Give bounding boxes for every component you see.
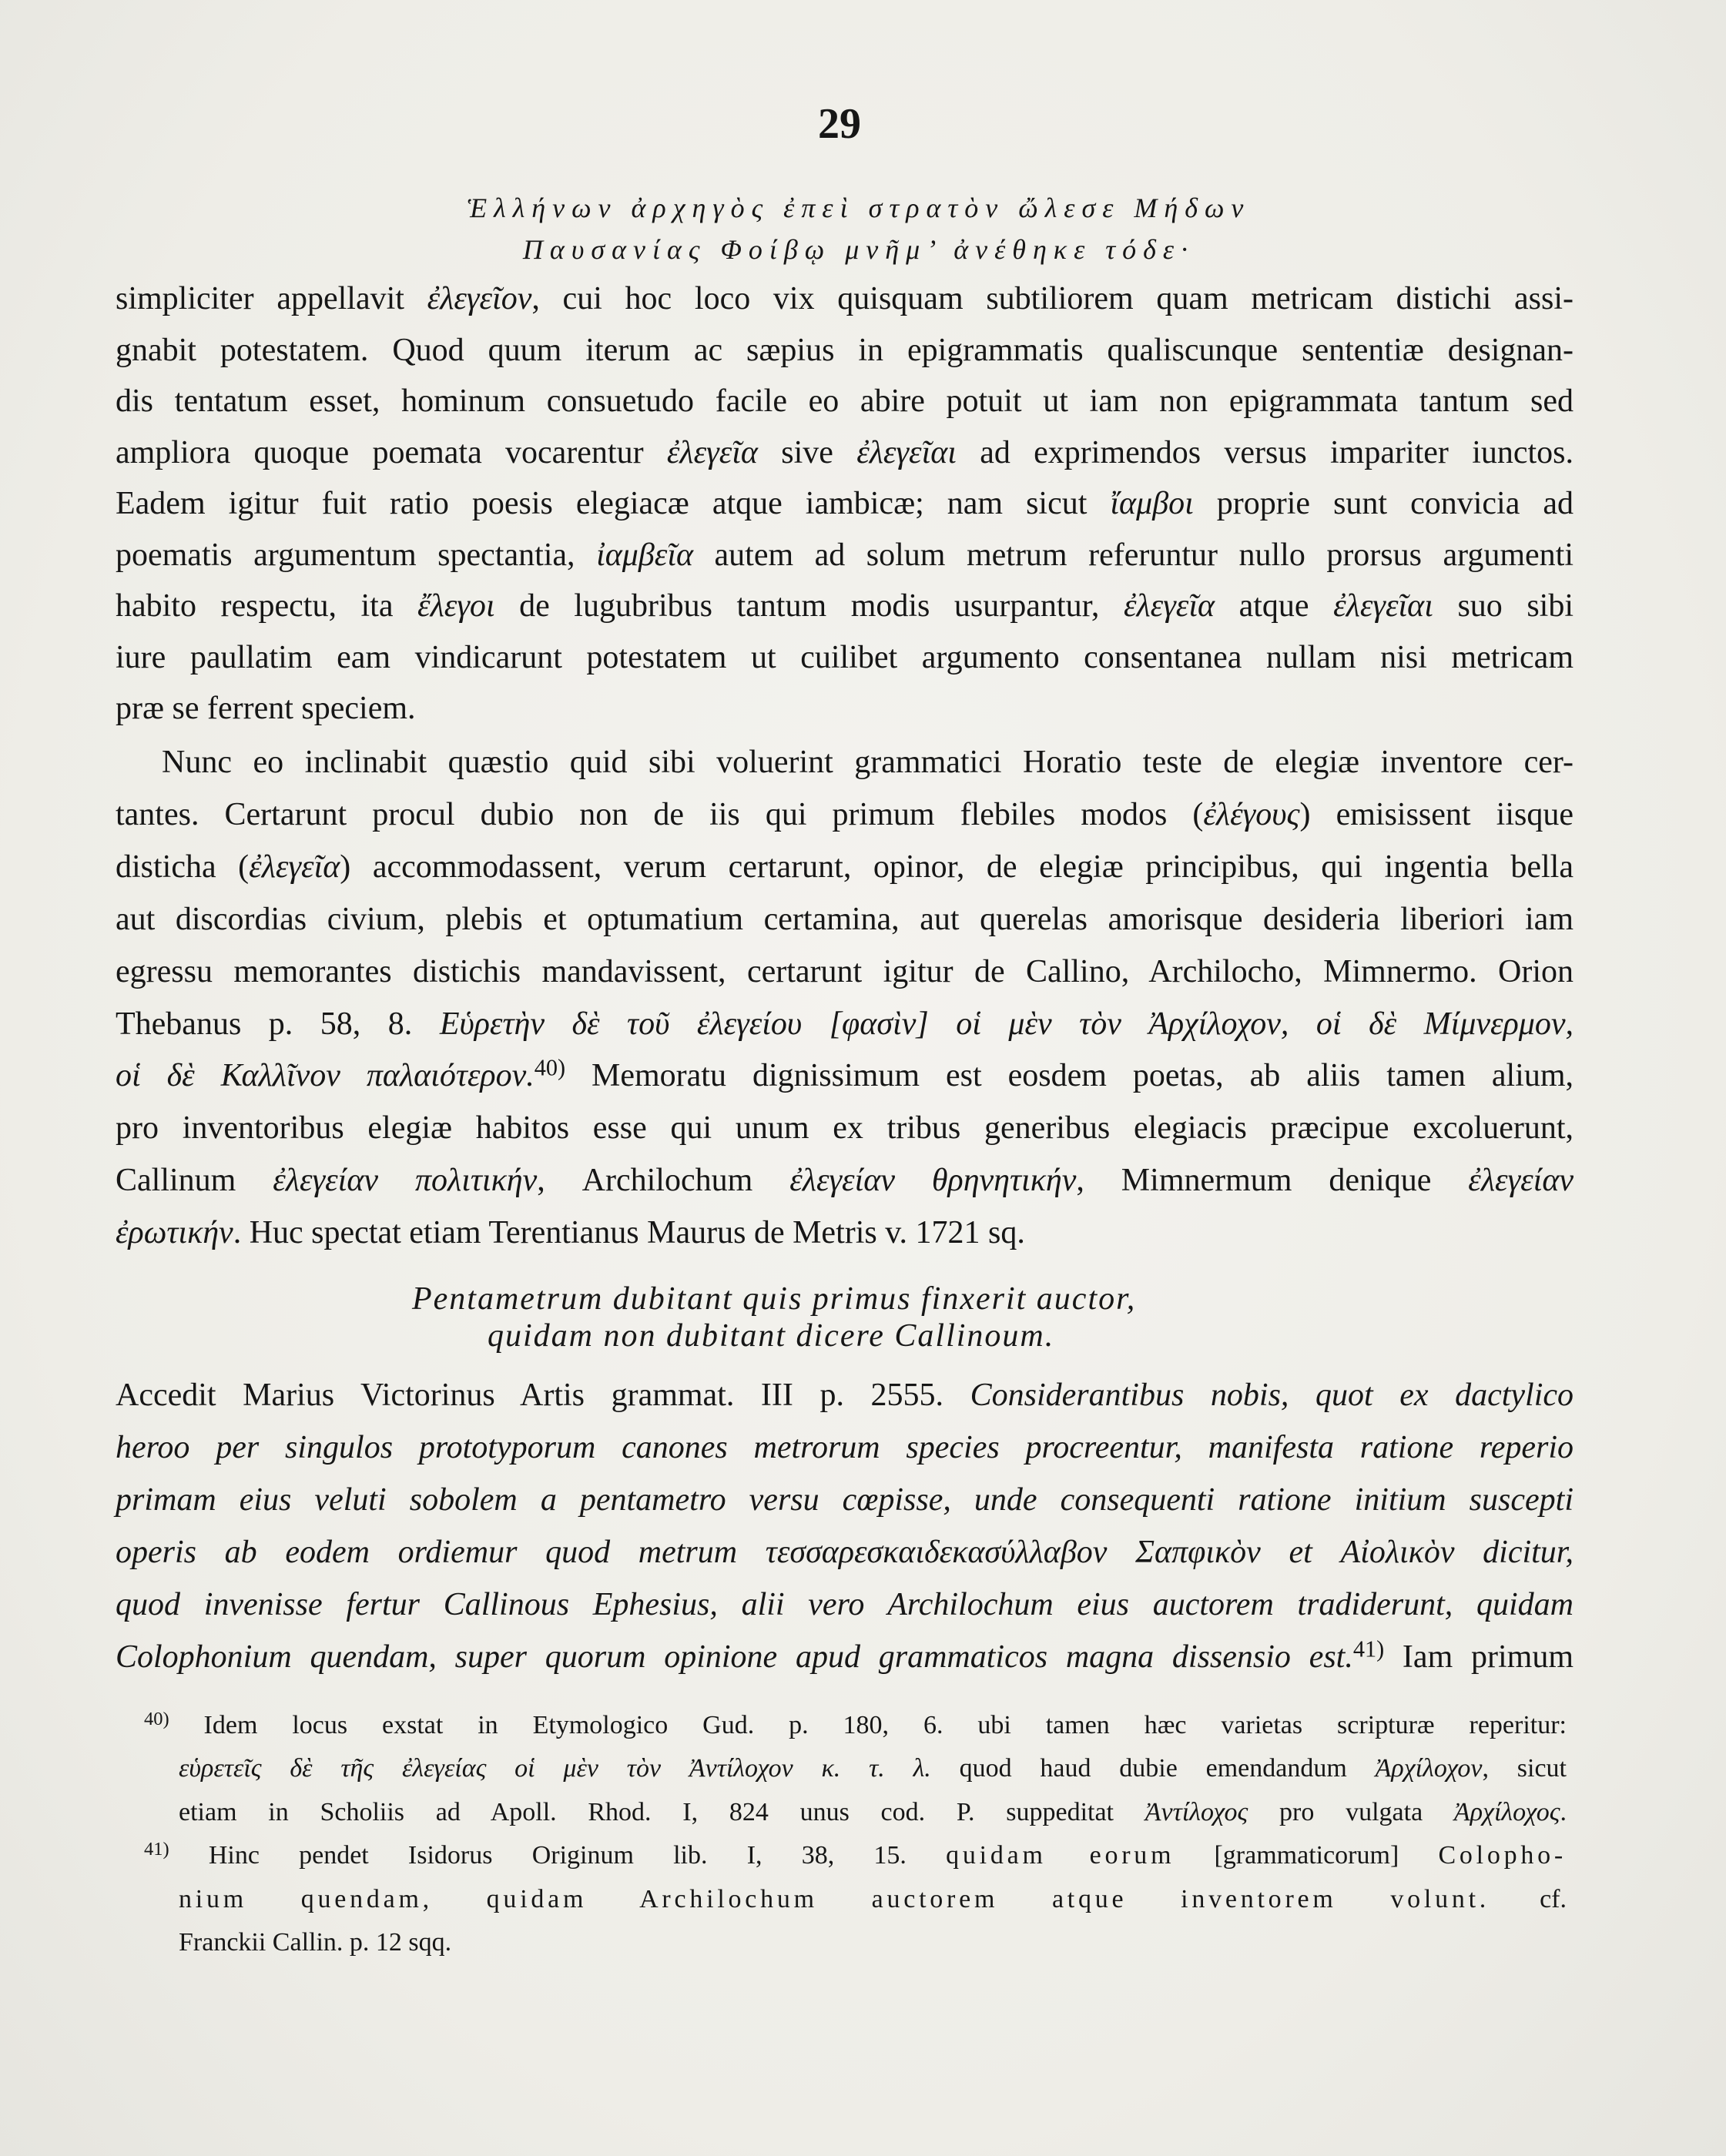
footnote-41-line-2 [144, 1878, 1567, 1921]
epigram-line-2: Παυσανίας Φοίβῳ μνῆμ’ ἀνέθηκε τόδε· [522, 234, 1195, 265]
spaced-quotation: nium quendam, quidam Archilochum auctorem atque inventorem volunt. [179, 1884, 1490, 1913]
p2-line-7 [116, 1050, 1574, 1103]
italic-quotation: primam eius veluti sobolem a pentametro versu cœpisse, unde consequenti ratione initium suscepti [116, 1481, 1574, 1518]
footnote-41 [144, 1834, 1567, 1964]
p1-line-6 [116, 530, 1574, 581]
footnote-41-line-1 [144, 1834, 1567, 1877]
p3-line-5 [116, 1579, 1574, 1632]
text: iure paullatim eam vindicarunt potestatem ut cuilibet argumento consentanea nullam nisi metricam [116, 639, 1574, 675]
p3-line-3 [116, 1475, 1574, 1527]
p3-line-1 [116, 1370, 1574, 1422]
p1-line-5 [116, 478, 1574, 530]
page-number: 29 [818, 100, 861, 148]
text: ) emisissent iisque [1299, 796, 1574, 832]
p2-line-4 [116, 894, 1574, 946]
p3-line-6 [116, 1632, 1574, 1684]
text: dis tentatum esset, hominum consuetudo facile eo abire potuit ut iam non epigrammata tantum sed [116, 383, 1574, 419]
text: Idem locus exstat in Etymologico Gud. p. 180, 6. ubi tamen hæc varietas scripturæ reperitur: [169, 1711, 1567, 1739]
text: simpliciter appellavit [116, 281, 427, 316]
p1-line-1 [116, 273, 1574, 325]
p2-line-8 [116, 1103, 1574, 1155]
text: egressu memorantes distichis mandavissent, certarunt igitur de Callino, Archilocho, Mimnermo. Orion [116, 953, 1574, 989]
text: autem ad solum metrum referuntur nullo prorsus argumenti [693, 537, 1574, 573]
p1-line-7 [116, 581, 1574, 632]
p1-line-3 [116, 376, 1574, 427]
epigram-line-1: Ἑλλήνων ἀρχηγὸς ἐπεὶ στρατὸν ὤλεσε Μήδων [467, 192, 1251, 223]
greek-word: ἐλεγεῖα [666, 434, 758, 470]
footnote-label: 41) [144, 1839, 169, 1860]
paragraph-3 [116, 1370, 1574, 1683]
greek-epigram [0, 187, 1718, 270]
p2-line-5 [116, 946, 1574, 999]
greek-word: ἐλεγεῖαι [1333, 588, 1433, 624]
greek-word: ἐλεγεῖαι [856, 434, 957, 470]
p3-line-4 [116, 1527, 1574, 1579]
greek-word: ἐρωτικήν [116, 1215, 233, 1251]
italic-quotation: dicitur, [1454, 1534, 1574, 1570]
greek-word: Αἰολικὸν [1340, 1534, 1455, 1570]
p2-line-10 [116, 1207, 1574, 1260]
p2-line-6 [116, 999, 1574, 1051]
text: gnabit potestatem. Quod quum iterum ac sæpius in epigrammatis qualiscunque sententiæ designan- [116, 332, 1574, 368]
text: . [1560, 1797, 1567, 1826]
text: Callinum [116, 1163, 273, 1199]
paragraph-2 [116, 737, 1574, 1260]
text: sive [757, 434, 857, 470]
text: cf. [1490, 1884, 1567, 1913]
spaced-quotation: Colopho- [1438, 1841, 1567, 1870]
text: , Mimnermum denique [1076, 1163, 1469, 1199]
text: , Archilochum [537, 1163, 790, 1199]
text: pro inventoribus elegiæ habitos esse qui unum ex tribus generibus elegiacis præcipue excoluerunt, [116, 1110, 1574, 1147]
greek-word: ἔλεγοι [417, 588, 495, 624]
text: , sicut [1482, 1754, 1567, 1783]
p1-line-4 [116, 427, 1574, 479]
greek-word: ἴαμβοι [1110, 486, 1194, 521]
footnote-ref-40: 40) [534, 1054, 566, 1081]
text: atque [1215, 588, 1334, 624]
greek-word: ἐλεγεῖα [249, 849, 340, 885]
greek-word: ἐλεγεῖον [427, 281, 532, 316]
text: ad exprimendos versus impariter iunctos. [956, 434, 1574, 470]
text: de lugubribus tantum modis usurpantur, [494, 588, 1124, 624]
p1-line-2 [116, 325, 1574, 377]
text: ) accommodassent, verum certarunt, opinor, de elegiæ principibus, qui ingentia bella [340, 849, 1574, 885]
text: Franckii Callin. p. 12 sqq. [179, 1928, 452, 1957]
text: Hinc pendet Isidorus Originum lib. I, 38, 15. [169, 1841, 947, 1870]
greek-word: Ἀντίλοχος [1145, 1797, 1248, 1826]
greek-quotation: Εὑρετὴν δὲ τοῦ ἐλεγείου [φασὶν] οἱ μὲν τὸν Ἀρχίλοχον, οἱ δὲ Μίμνερμον, [439, 1006, 1574, 1042]
verse-line-1: Pentametrum dubitant quis primus finxerit auctor, [412, 1281, 1137, 1317]
text: . Huc spectat etiam Terentianus Maurus de Metris v. 1721 sq. [233, 1215, 1025, 1251]
text: [grammaticorum] [1175, 1841, 1439, 1870]
text: etiam in Scholiis ad Apoll. Rhod. I, 824 unus cod. P. suppeditat [179, 1797, 1145, 1826]
text: præ se ferrent speciem. [116, 691, 416, 726]
text: suo sibi [1433, 588, 1574, 624]
italic-quotation: Colophonium quendam, super quorum opinione apud grammaticos magna dissensio est. [116, 1639, 1353, 1675]
text: Accedit Marius Victorinus Artis grammat. III p. 2555. [116, 1378, 970, 1413]
paragraph-1 [116, 273, 1574, 735]
italic-quotation: heroo per singulos prototyporum canones metrorum species procreentur, manifesta ratione reperio [116, 1429, 1574, 1465]
footnotes [144, 1704, 1567, 1964]
text: poematis argumentum spectantia, [116, 537, 597, 573]
italic-quotation: et [1260, 1534, 1341, 1570]
greek-quotation: εὑρετεῖς δὲ τῆς ἐλεγείας οἱ μὲν τὸν Ἀντίλοχον κ. τ. λ. [179, 1754, 931, 1783]
p2-line-9 [116, 1155, 1574, 1207]
text: aut discordias civium, plebis et optumatium certamina, aut querelas amorisque desideria liberiori iam [116, 901, 1574, 937]
greek-word: Ἀρχίλοχος [1453, 1797, 1560, 1826]
greek-word: ἐλεγεῖα [1123, 588, 1215, 624]
text: habito respectu, ita [116, 588, 418, 624]
footnote-40 [144, 1704, 1567, 1834]
text: Nunc eo inclinabit quæstio quid sibi voluerint grammatici Horatio teste de elegiæ inventore cer- [162, 745, 1574, 780]
footnote-40-line-1 [144, 1704, 1567, 1747]
greek-word: Ἀρχίλοχον [1375, 1754, 1483, 1783]
text: proprie sunt convicia ad [1193, 486, 1574, 521]
p2-line-1 [116, 737, 1574, 789]
footnote-ref-41: 41) [1352, 1635, 1385, 1662]
italic-quotation: operis ab eodem ordiemur quod metrum [116, 1534, 766, 1570]
footnote-40-line-3 [144, 1791, 1567, 1834]
p2-line-3 [116, 842, 1574, 894]
p1-line-8 [116, 632, 1574, 684]
footnote-41-line-3 [144, 1921, 1567, 1964]
latin-verse-quotation [412, 1281, 1136, 1354]
text: Memoratu dignissimum est eosdem poetas, ab aliis tamen alium, [565, 1058, 1574, 1094]
text: Eadem igitur fuit ratio poesis elegiacæ atque iambicæ; nam sicut [116, 486, 1111, 521]
greek-word: ἐλεγείαν [1468, 1163, 1574, 1199]
greek-word: ἐλέγους [1203, 796, 1300, 832]
text: pro vulgata [1248, 1797, 1454, 1826]
italic-quotation: quod invenisse fertur Callinous Ephesius, alii vero Archilochum eius auctorem tradiderunt, quidam [116, 1586, 1574, 1622]
spaced-quotation: quidam eorum [946, 1841, 1175, 1870]
greek-word: ἐλεγείαν θρηνητικήν [789, 1163, 1077, 1199]
footnote-40-line-2 [144, 1747, 1567, 1790]
greek-quotation: οἱ δὲ Καλλῖνον παλαιότερον. [116, 1058, 535, 1094]
p1-line-9 [116, 683, 1574, 735]
italic-quotation: Considerantibus nobis, quot ex dactylico [970, 1378, 1574, 1413]
text: disticha ( [116, 849, 250, 885]
greek-word: ἐλεγείαν πολιτικήν [273, 1163, 538, 1199]
text: Thebanus p. 58, 8. [116, 1006, 440, 1042]
verse-line-2: quidam non dubitant dicere Callinoum. [488, 1318, 1055, 1354]
greek-word: τεσσαρεσκαιδεκασύλλαβον Σαπφικὸν [765, 1534, 1261, 1570]
text: , cui hoc loco vix quisquam subtiliorem quam metricam distichi assi- [531, 281, 1574, 316]
text: tantes. Certarunt procul dubio non de iis qui primum flebiles modos ( [116, 796, 1204, 832]
text: ampliora quoque poemata vocarentur [116, 434, 667, 470]
p3-line-2 [116, 1422, 1574, 1475]
greek-word: ἰαμβεῖα [596, 537, 694, 573]
text: quod haud dubie emendandum [930, 1754, 1376, 1783]
footnote-label: 40) [144, 1708, 169, 1729]
text: Iam primum [1384, 1639, 1574, 1675]
p2-line-2 [116, 789, 1574, 842]
